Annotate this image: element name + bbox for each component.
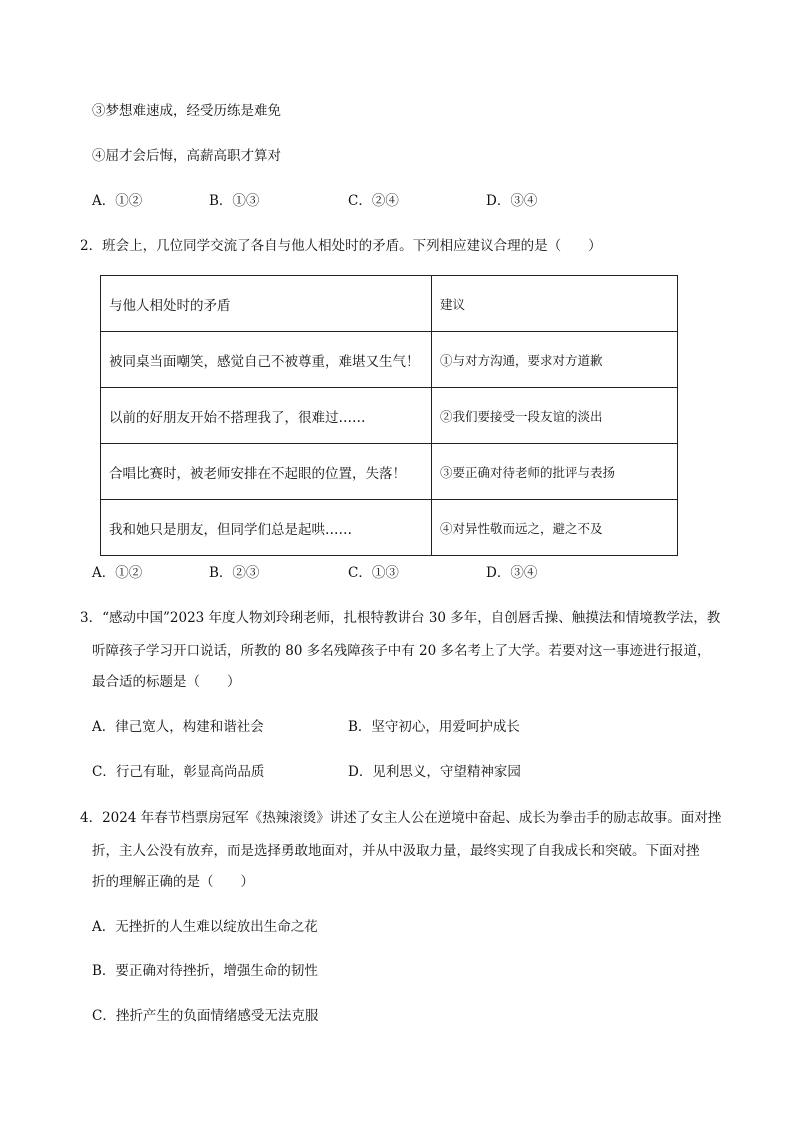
table-header-conflict: 与他人相处时的矛盾 [101, 276, 432, 332]
q4-stem-line-2: 折，主人公没有放弃，而是选择勇敢地面对，并从中汲取力量，最终实现了自我成长和突破。下面对挫 [92, 843, 700, 859]
table-header-row [101, 276, 678, 332]
q4-stem-line-3: 折的理解正确的是（ ） [92, 874, 254, 890]
table-cell-advice: ①与对方沟通，要求对方道歉 [432, 332, 678, 388]
q3-option-d: D．见利思义，守望精神家园 [348, 764, 521, 780]
table-row [101, 500, 678, 556]
q4-option-b: B．要正确对待挫折，增强生命的韧性 [92, 963, 318, 979]
table-cell-conflict: 以前的好朋友开始不搭理我了，很难过…… [101, 388, 432, 444]
table-cell-advice: ②我们要接受一段友谊的淡出 [432, 388, 678, 444]
q4-option-c: C．挫折产生的负面情绪感受无法克服 [92, 1008, 319, 1024]
table-row [101, 388, 678, 444]
table-cell-advice: ③要正确对待老师的批评与表扬 [432, 444, 678, 500]
table-cell-conflict: 合唱比赛时，被老师安排在不起眼的位置，失落！ [101, 444, 432, 500]
q1-option-d: D．③④ [486, 193, 538, 209]
q4-option-a: A．无挫折的人生难以绽放出生命之花 [92, 919, 318, 935]
q2-stem: 2．班会上，几位同学交流了各自与他人相处时的矛盾。下列相应建议合理的是（ ） [80, 238, 602, 254]
q2-option-b: B．②③ [209, 565, 260, 581]
q2-option-a: A．①② [92, 565, 143, 581]
q3-option-c: C．行己有耻，彰显高尚品质 [92, 764, 265, 780]
q3-stem-line-2: 听障孩子学习开口说话，所教的 80 多名残障孩子中有 20 多名考上了大学。若要对这一事迹进行报道， [92, 643, 711, 659]
q2-option-c: C．①③ [348, 565, 399, 581]
q1-item-3: ③梦想难速成，经受历练是难免 [92, 103, 281, 119]
table-header-advice: 建议 [432, 276, 678, 332]
table-cell-conflict: 被同桌当面嘲笑，感觉自己不被尊重，难堪又生气！ [101, 332, 432, 388]
q4-stem-line-1: 4．2024 年春节档票房冠军《热辣滚烫》讲述了女主人公在逆境中奋起、成长为拳击手的励志故事。面对挫 [80, 810, 722, 826]
q2-option-d: D．③④ [486, 565, 538, 581]
table-row [101, 332, 678, 388]
q1-option-b: B．①③ [209, 193, 260, 209]
q2-table [100, 275, 678, 556]
q3-option-a: A．律己宽人，构建和谐社会 [92, 719, 264, 735]
q1-item-4: ④屈才会后悔，高薪高职才算对 [92, 148, 281, 164]
table-cell-conflict: 我和她只是朋友，但同学们总是起哄…… [101, 500, 432, 556]
q3-stem-line-3: 最合适的标题是（ ） [92, 674, 241, 690]
q1-option-a: A．①② [92, 193, 143, 209]
q1-option-c: C．②④ [348, 193, 399, 209]
table-row [101, 444, 678, 500]
table-cell-advice: ④对异性敬而远之，避之不及 [432, 500, 678, 556]
q3-option-b: B．坚守初心，用爱呵护成长 [348, 719, 520, 735]
q3-stem-line-1: 3．“感动中国”2023 年度人物刘玲琍老师，扎根特教讲台 30 多年，自创唇舌操、触摸法和情境教学法，教 [80, 610, 721, 626]
